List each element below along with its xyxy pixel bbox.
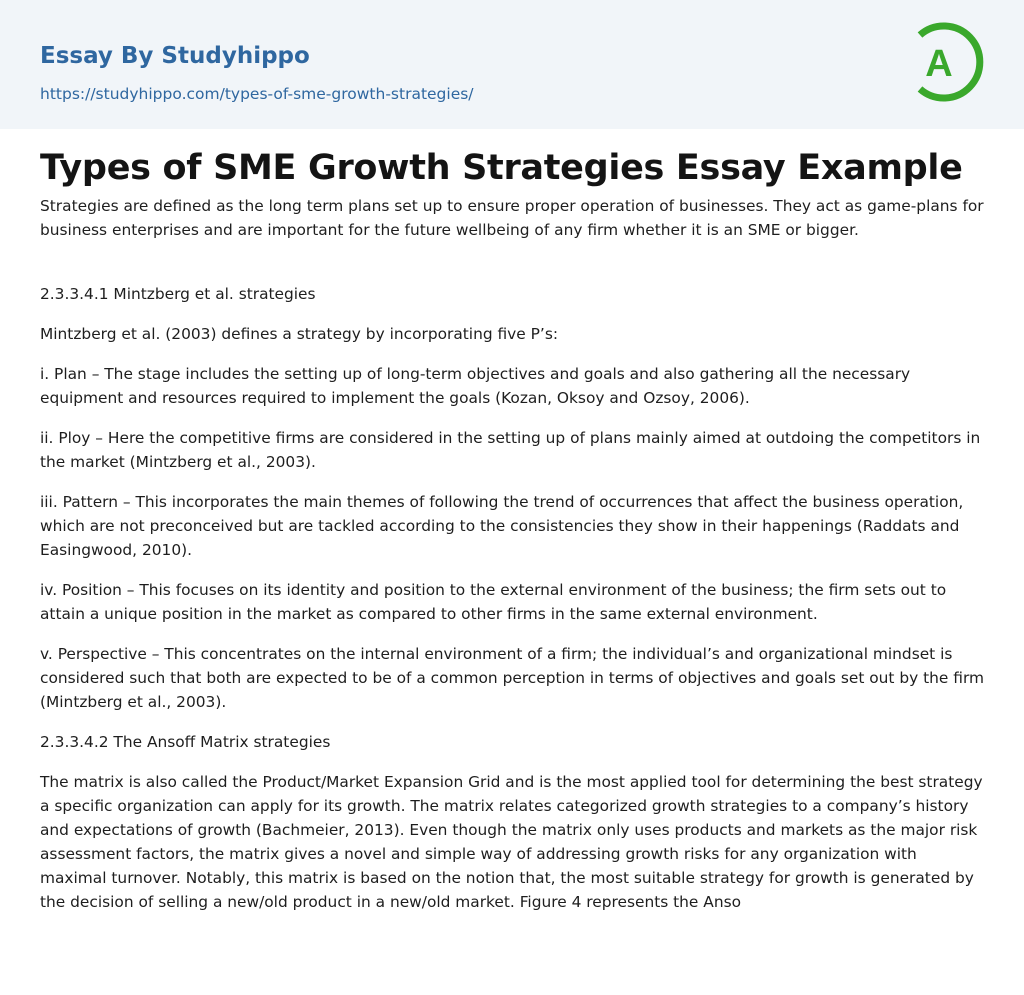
studyhippo-logo-icon[interactable] [912, 19, 986, 105]
site-header [0, 0, 1024, 129]
paragraph-pattern: iii. Pattern – This incorporates the main themes of following the trend of occurrences that affect the business operation, which are not preconceived but are tackled according to the consistencies they show in their happenings (Raddats and Easingwood, 2010). [40, 493, 964, 559]
article-body [40, 194, 986, 930]
paragraph-five-ps: Mintzberg et al. (2003) defines a strategy by incorporating five P’s: [40, 325, 559, 343]
paragraph-ploy: ii. Ploy – Here the competitive firms are considered in the setting up of plans mainly aimed at outdoing the competitors in the market (Mintzberg et al., 2003). [40, 429, 981, 471]
logo-letter: A [925, 43, 953, 85]
paragraph-plan: i. Plan – The stage includes the setting up of long-term objectives and goals and also gathering all the necessary equipment and resources required to implement the goals (Kozan, Oksoy and Ozsoy, 2006). [40, 365, 911, 407]
article-url-link[interactable]: https://studyhippo.com/types-of-sme-growth-strategies/ [40, 85, 474, 103]
intro-paragraph: Strategies are defined as the long term plans set up to ensure proper operation of businesses. They act as game-plans for business enterprises and are important for the future wellbeing of any firm whether it is an SME or bigger. [40, 197, 984, 239]
page-title: Types of SME Growth Strategies Essay Example [40, 148, 963, 188]
paragraph-perspective: v. Perspective – This concentrates on the internal environment of a firm; the individual’s and organizational mindset is considered such that both are expected to be of a common perception in terms of objectives and goals set out by the firm (Mintzberg et al., 2003). [40, 645, 985, 711]
section-heading-ansoff: 2.3.3.4.2 The Ansoff Matrix strategies [40, 733, 331, 751]
paragraph-ansoff-matrix: The matrix is also called the Product/Market Expansion Grid and is the most applied tool for determining the best strategy a specific organization can apply for its growth. The matrix relates categorized growth strategies to a company’s history and expectations of growth (Bachmeier, 2013). Even though the matrix only uses products and markets as the major risk assessment factors, the matrix gives a novel and simple way of addressing growth risks for any organization with maximal turnover. Notably, this matrix is based on the notion that, the most suitable strategy for growth is generated by the decision of selling a new/old product in a new/old market. Figure 4 represents the Anso [40, 773, 983, 911]
paragraph-position: iv. Position – This focuses on its identity and position to the external environment of the business; the firm sets out to attain a unique position in the market as compared to other firms in the same external environment. [40, 581, 947, 623]
site-brand[interactable]: Essay By Studyhippo [40, 43, 310, 69]
section-heading-mintzberg: 2.3.3.4.1 Mintzberg et al. strategies [40, 285, 316, 303]
